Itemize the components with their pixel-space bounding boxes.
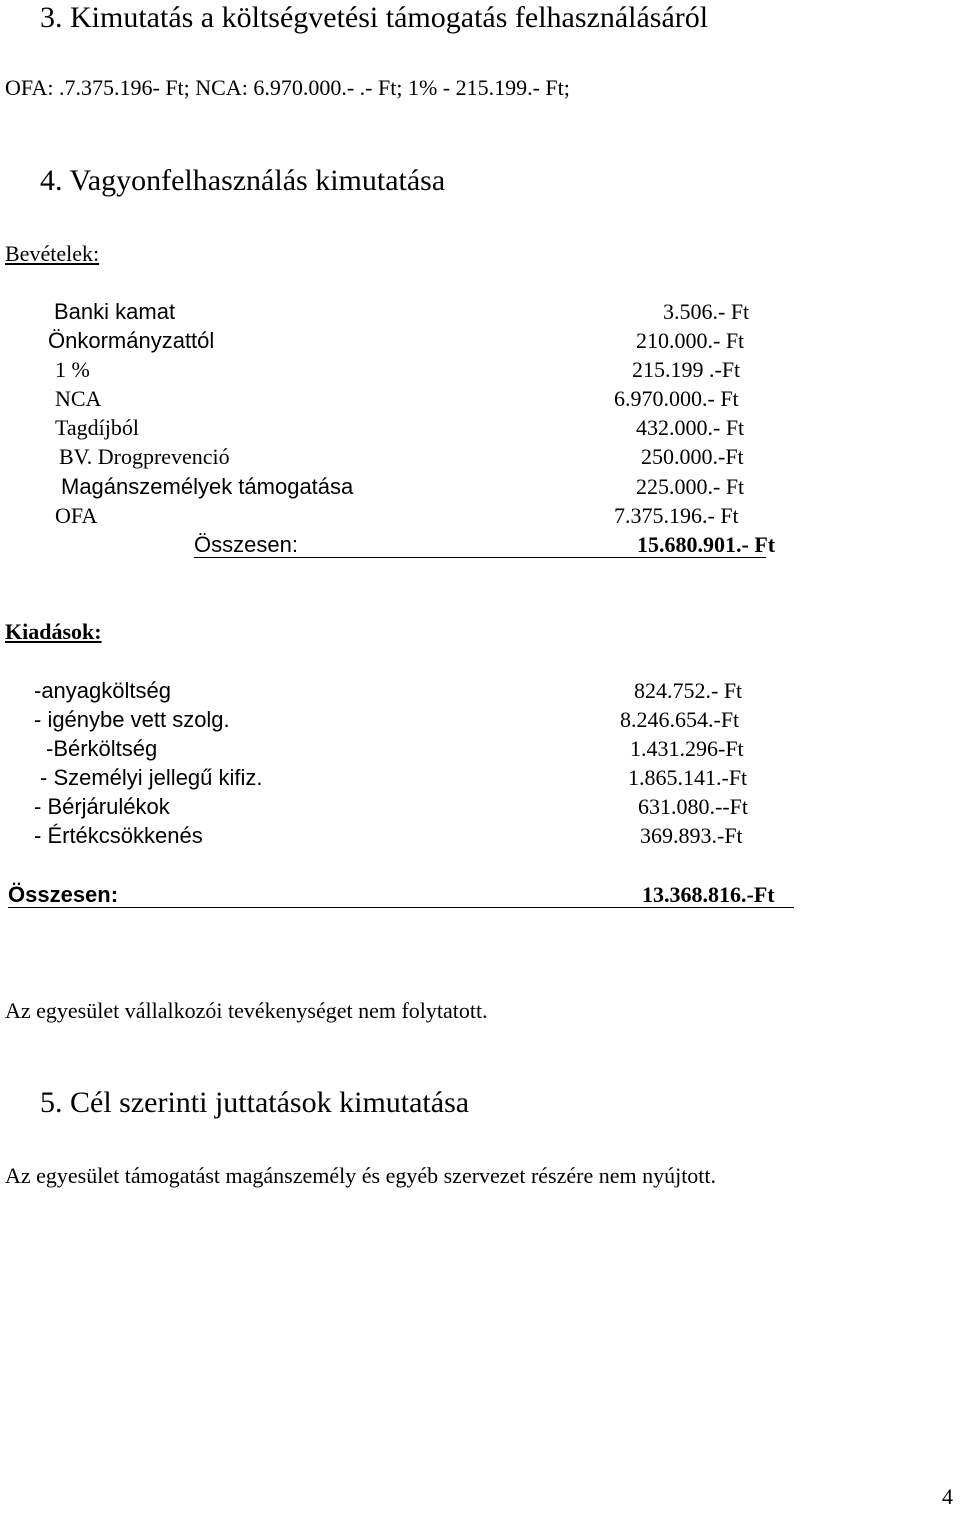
income-total-underline: [194, 557, 766, 558]
expenses-heading: Kiadások:: [5, 619, 102, 644]
income-label: Tagdíjból: [55, 415, 140, 440]
page-number: 4: [942, 1484, 953, 1509]
section-3-title: 3. Kimutatás a költségvetési támogatás felhasználásáról: [40, 1, 709, 34]
expense-amount: 369.893.-Ft: [640, 823, 743, 848]
expenses-total-underline: [8, 907, 794, 908]
income-label: OFA: [55, 503, 98, 528]
expense-label: - igénybe vett szolg.: [34, 707, 230, 732]
income-label: Magánszemélyek támogatása: [61, 474, 354, 499]
income-total-amount: 15.680.901.- Ft: [637, 532, 776, 557]
expense-label: - Személyi jellegű kifiz.: [40, 765, 263, 790]
income-amount: 432.000.- Ft: [636, 415, 745, 440]
expense-label: - Értékcsökkenés: [34, 823, 203, 848]
business-activity-note: Az egyesület vállalkozói tevékenységet nem folytatott.: [5, 998, 488, 1023]
expenses-total-amount: 13.368.816.-Ft: [642, 882, 775, 907]
income-amount: 7.375.196.- Ft: [614, 503, 739, 528]
income-label: Banki kamat: [54, 299, 176, 324]
income-amount: 215.199 .-Ft: [632, 357, 741, 382]
expense-label: - Bérjárulékok: [34, 794, 170, 819]
expense-amount: 824.752.- Ft: [634, 678, 743, 703]
expense-label: -Bérköltség: [46, 736, 158, 761]
income-amount: 210.000.- Ft: [636, 328, 745, 353]
expense-amount: 1.431.296-Ft: [630, 736, 744, 761]
expense-amount: 1.865.141.-Ft: [628, 765, 748, 790]
expense-amount: 631.080.--Ft: [638, 794, 748, 819]
income-amount: 225.000.- Ft: [636, 474, 745, 499]
support-note: Az egyesület támogatást magánszemély és egyéb szervezet részére nem nyújtott.: [5, 1163, 717, 1188]
income-total-label: Összesen:: [194, 532, 298, 557]
income-label: NCA: [55, 386, 102, 411]
section-4-title: 4. Vagyonfelhasználás kimutatása: [40, 164, 446, 197]
expense-label: -anyagköltség: [34, 678, 171, 703]
income-label: 1 %: [55, 357, 90, 382]
section-3-summary: OFA: .7.375.196- Ft; NCA: 6.970.000.- .- Ft; 1% - 215.199.- Ft;: [5, 75, 570, 100]
income-label: Önkormányzattól: [48, 328, 215, 353]
section-5-title: 5. Cél szerinti juttatások kimutatása: [40, 1086, 470, 1119]
expense-amount: 8.246.654.-Ft: [620, 707, 740, 732]
expenses-total-label: Összesen:: [8, 882, 119, 907]
income-label: BV. Drogprevenció: [59, 444, 230, 469]
income-amount: 6.970.000.- Ft: [614, 386, 739, 411]
income-heading: Bevételek:: [5, 241, 100, 266]
income-amount: 250.000.-Ft: [641, 444, 744, 469]
income-amount: 3.506.- Ft: [663, 299, 750, 324]
